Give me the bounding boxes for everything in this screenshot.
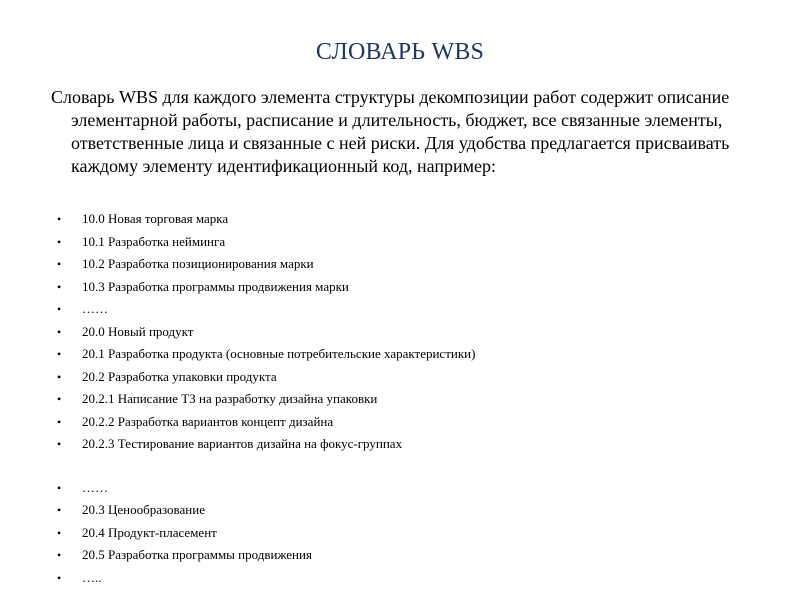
bullet-icon: • [57, 257, 62, 271]
list-item [0, 477, 800, 500]
bullet-icon: • [57, 503, 62, 517]
intro-paragraph: Словарь WBS для каждого элемента структуры декомпозиции работ содержит описание элементарной работы, расписание и длительность, бюджет, все связанные элементы, ответственные лица и связанные с ней риски. Для удобства предлагается присваивать каждому элементу идентификационный код, например: [51, 87, 730, 176]
list-item-text: …… [82, 301, 108, 316]
bullet-icon: • [57, 324, 62, 339]
list-item [0, 253, 800, 276]
bullet-icon: • [57, 347, 62, 361]
list-item [0, 544, 800, 567]
bullet-icon: • [57, 302, 62, 316]
list-item-text: 20.2.1 Написание ТЗ на разработку дизайна упаковки [82, 391, 378, 406]
bullet-icon: • [57, 212, 62, 226]
list-item [0, 343, 800, 366]
list-item [0, 522, 800, 545]
list-item-text: 10.1 Разработка нейминга [82, 233, 226, 249]
list-item [0, 366, 800, 389]
bullet-icon: • [57, 392, 62, 406]
bullet-icon: • [57, 369, 62, 384]
list-item [0, 231, 800, 254]
list-item-text: 20.2 Разработка упаковки продукта [82, 368, 277, 384]
list-item-text: 20.5 Разработка программы продвижения [82, 547, 312, 562]
bullet-icon: • [57, 234, 62, 249]
bullet-icon: • [57, 279, 62, 294]
wbs-code-list [0, 208, 800, 589]
bullet-icon: • [57, 548, 62, 562]
bullet-icon: • [57, 414, 62, 429]
list-item-text: 20.2.2 Разработка вариантов концепт дизайна [82, 413, 334, 429]
list-item-text: 10.0 Новая торговая марка [82, 211, 229, 226]
list-item-text: 10.2 Разработка позиционирования марки [82, 256, 314, 271]
bullet-icon: • [57, 525, 62, 540]
list-item-text: 20.0 Новый продукт [82, 323, 194, 339]
bullet-icon: • [57, 480, 62, 495]
list-item-text: 20.4 Продукт-пласемент [82, 524, 217, 540]
list-item-text: 20.2.3 Тестирование вариантов дизайна на фокус-группах [82, 436, 403, 451]
slide-title: СЛОВАРЬ WBS [315, 39, 485, 65]
list-item [0, 321, 800, 344]
list-item-text: 20.3 Ценообразование [82, 502, 205, 517]
bullet-icon: • [57, 437, 62, 451]
list-item-text: 10.3 Разработка программы продвижения марки [82, 278, 349, 294]
list-item [0, 499, 800, 522]
bullet-icon: • [57, 570, 62, 585]
list-item [0, 567, 800, 590]
list-item-text: ….. [82, 569, 102, 585]
list-item [0, 388, 800, 411]
list-item [0, 276, 800, 299]
list-item [0, 208, 800, 231]
list-item [0, 298, 800, 321]
list-item [0, 433, 800, 456]
list-item-text: 20.1 Разработка продукта (основные потребительские характеристики) [82, 346, 476, 361]
list-item-text: …… [82, 479, 108, 495]
list-item [0, 411, 800, 434]
